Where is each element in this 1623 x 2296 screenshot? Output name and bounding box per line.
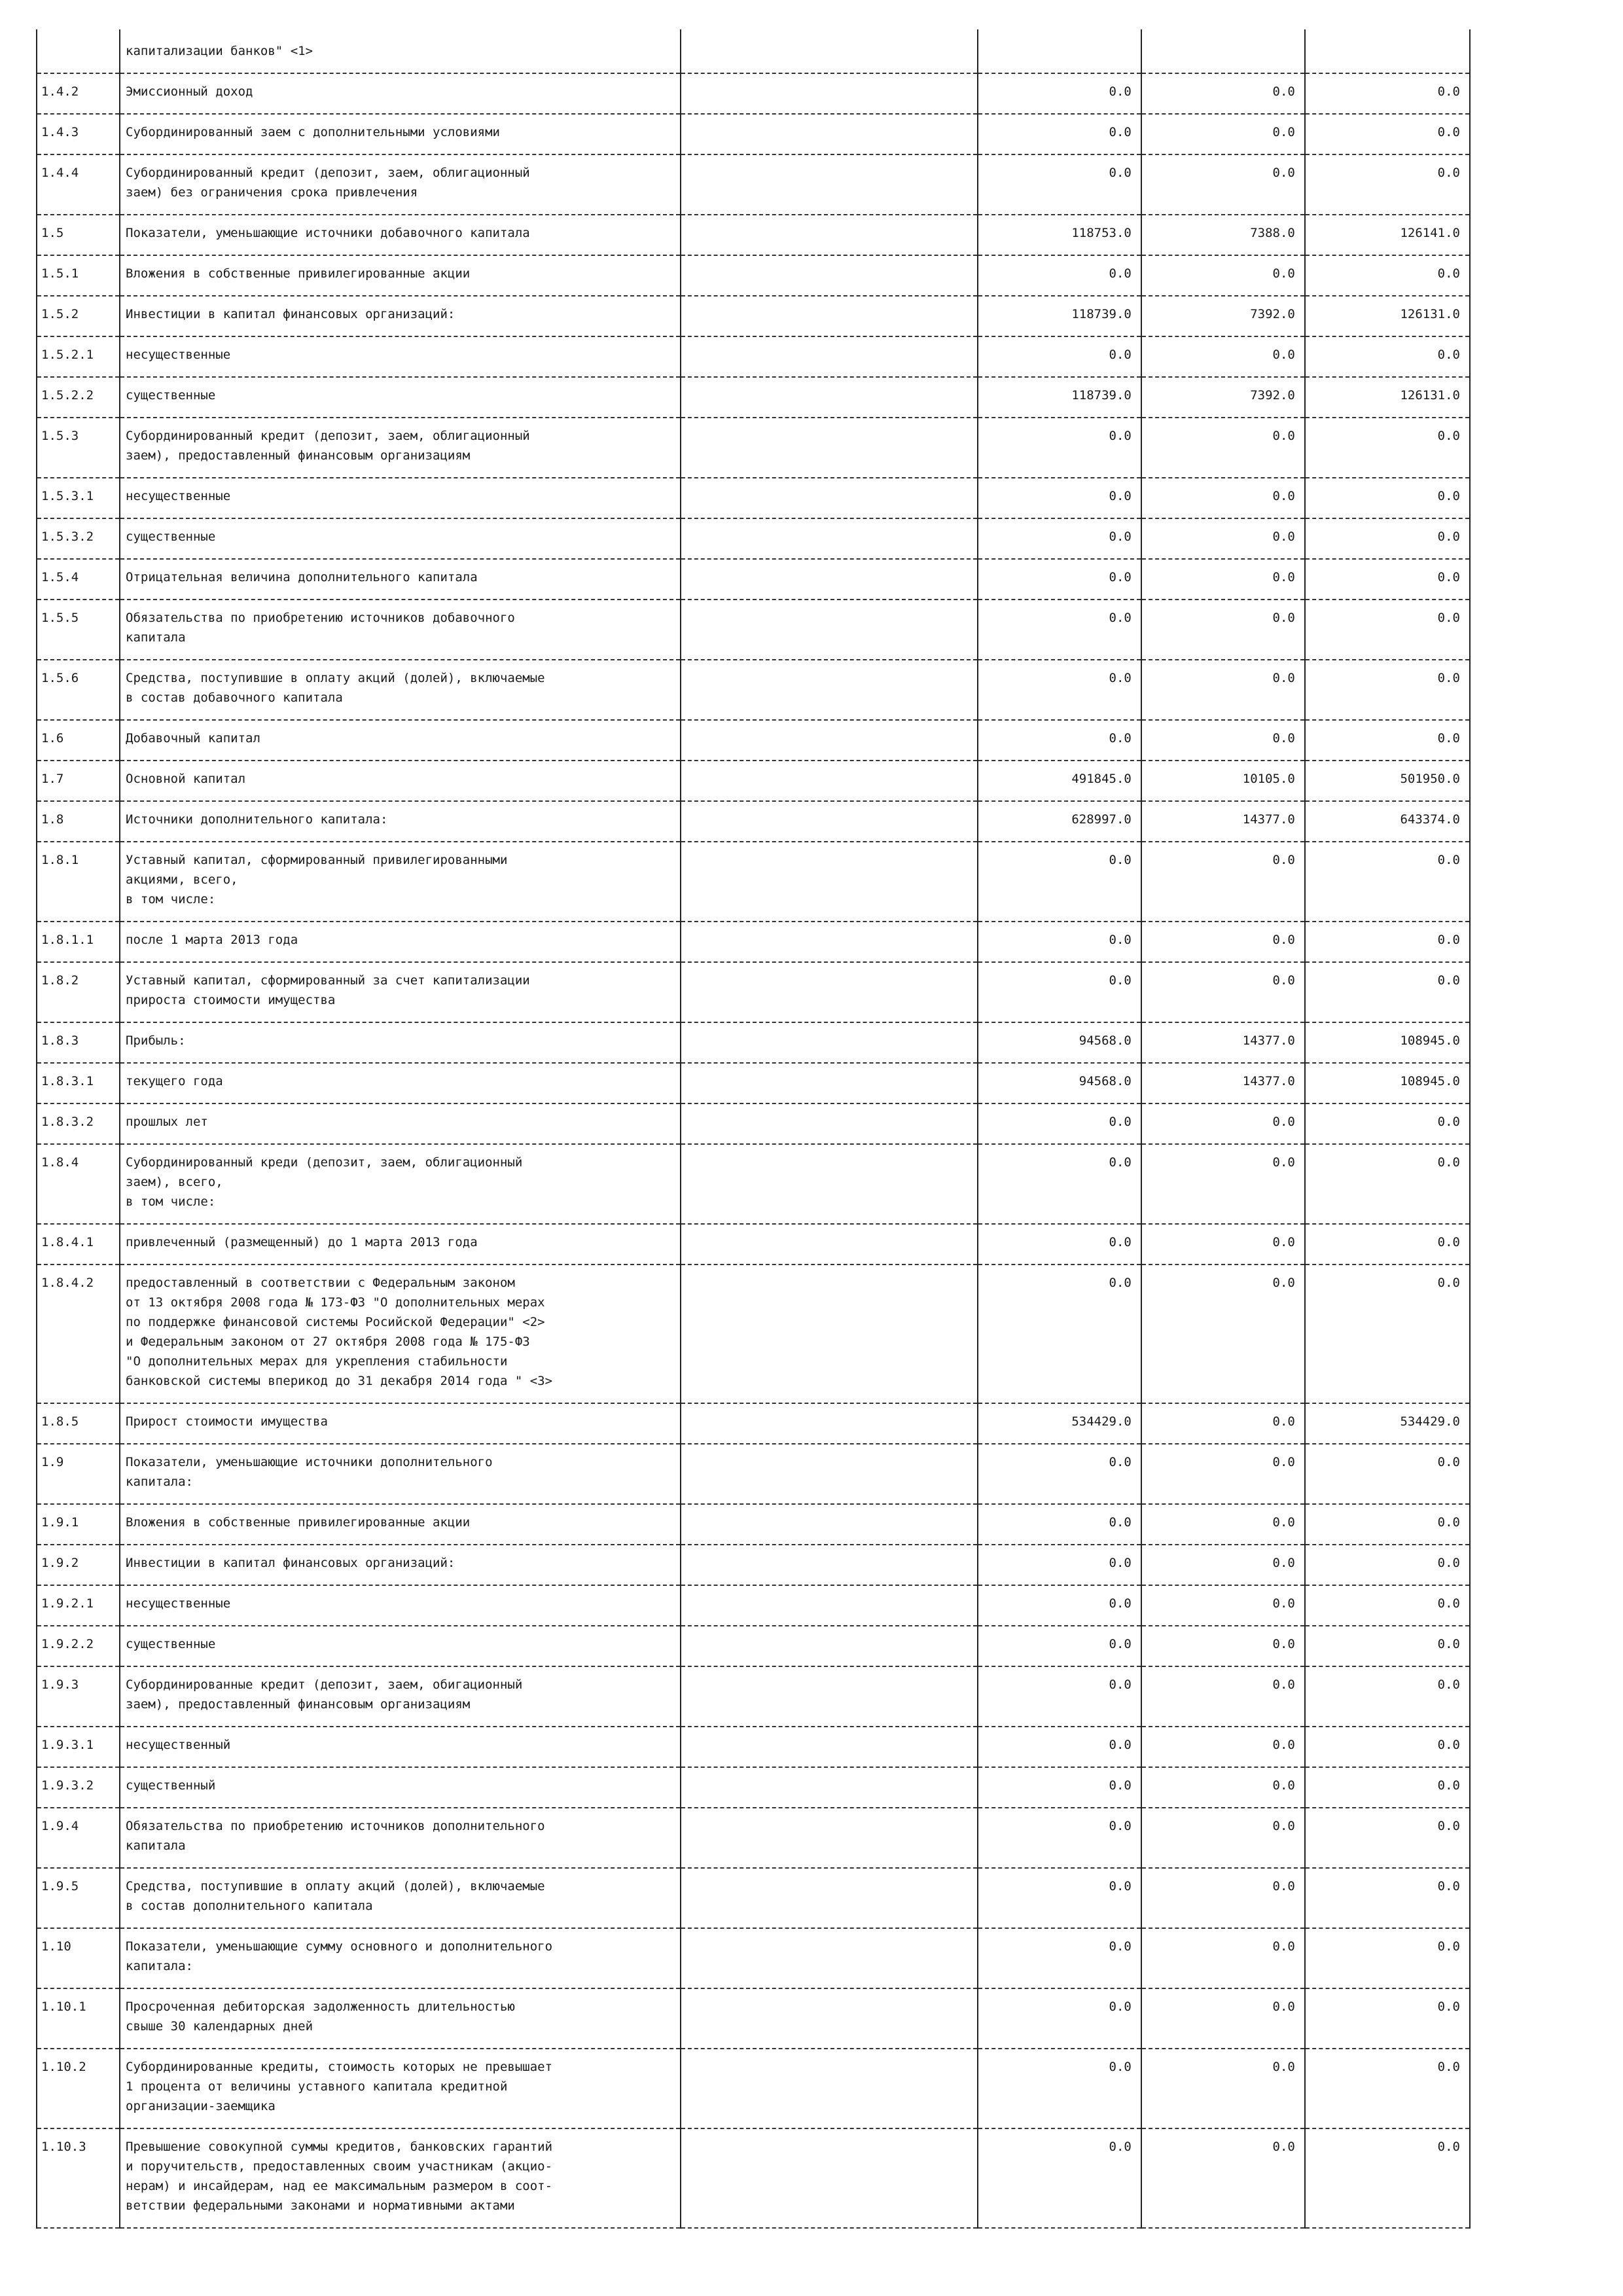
row-value-3: 0.0 bbox=[1305, 720, 1470, 761]
row-value-1: 0.0 bbox=[978, 922, 1141, 962]
row-value-3: 0.0 bbox=[1305, 660, 1470, 720]
row-value-2: 0.0 bbox=[1141, 1767, 1305, 1808]
row-empty-cell bbox=[681, 296, 978, 336]
row-value-3: 0.0 bbox=[1305, 1868, 1470, 1928]
row-value-3: 0.0 bbox=[1305, 1265, 1470, 1403]
row-name: Уставный капитал, сформированный за счет капитализации прироста стоимости имущества bbox=[120, 962, 681, 1022]
row-value-3: 0.0 bbox=[1305, 478, 1470, 518]
row-value-2: 0.0 bbox=[1141, 1265, 1305, 1403]
row-value-2: 0.0 bbox=[1141, 922, 1305, 962]
row-code: 1.5.4 bbox=[37, 559, 120, 600]
table-row bbox=[37, 1666, 1470, 1727]
row-code: 1.5.3.2 bbox=[37, 518, 120, 559]
table-row bbox=[37, 1103, 1470, 1144]
row-name: несущественный bbox=[120, 1727, 681, 1767]
row-code: 1.5.6 bbox=[37, 660, 120, 720]
row-code: 1.4.3 bbox=[37, 114, 120, 154]
row-value-2: 0.0 bbox=[1141, 1403, 1305, 1444]
row-code: 1.9.3.2 bbox=[37, 1767, 120, 1808]
row-value-1: 118739.0 bbox=[978, 377, 1141, 418]
row-value-2: 7392.0 bbox=[1141, 296, 1305, 336]
row-code: 1.9.3 bbox=[37, 1666, 120, 1727]
row-value-2: 0.0 bbox=[1141, 720, 1305, 761]
row-name: несущественные bbox=[120, 478, 681, 518]
capital-table-body bbox=[37, 29, 1470, 2228]
row-code: 1.9 bbox=[37, 1444, 120, 1504]
table-row bbox=[37, 73, 1470, 114]
row-code: 1.4.2 bbox=[37, 73, 120, 114]
row-value-2: 0.0 bbox=[1141, 2049, 1305, 2128]
table-row bbox=[37, 215, 1470, 255]
row-name: Добавочный капитал bbox=[120, 720, 681, 761]
row-value-2: 0.0 bbox=[1141, 154, 1305, 215]
table-row bbox=[37, 1928, 1470, 1988]
table-row bbox=[37, 600, 1470, 660]
table-row bbox=[37, 1767, 1470, 1808]
row-value-2: 0.0 bbox=[1141, 962, 1305, 1022]
row-empty-cell bbox=[681, 922, 978, 962]
table-row bbox=[37, 922, 1470, 962]
table-row bbox=[37, 1444, 1470, 1504]
row-code: 1.9.2 bbox=[37, 1545, 120, 1585]
row-name: Показатели, уменьшающие сумму основного и дополнительного капитала: bbox=[120, 1928, 681, 1988]
table-row bbox=[37, 1022, 1470, 1063]
row-empty-cell bbox=[681, 1727, 978, 1767]
row-name: Вложения в собственные привилегированные акции bbox=[120, 255, 681, 296]
row-code: 1.9.1 bbox=[37, 1504, 120, 1545]
row-code: 1.10.1 bbox=[37, 1988, 120, 2049]
row-value-3: 0.0 bbox=[1305, 73, 1470, 114]
table-row bbox=[37, 720, 1470, 761]
row-value-2: 0.0 bbox=[1141, 660, 1305, 720]
row-empty-cell bbox=[681, 154, 978, 215]
row-value-2: 0.0 bbox=[1141, 1585, 1305, 1626]
row-empty-cell bbox=[681, 518, 978, 559]
row-value-1: 0.0 bbox=[978, 1265, 1141, 1403]
row-code: 1.8.5 bbox=[37, 1403, 120, 1444]
row-value-2: 0.0 bbox=[1141, 1103, 1305, 1144]
row-value-2: 14377.0 bbox=[1141, 801, 1305, 842]
row-value-3: 0.0 bbox=[1305, 1585, 1470, 1626]
row-value-1: 0.0 bbox=[978, 1868, 1141, 1928]
row-value-2: 14377.0 bbox=[1141, 1063, 1305, 1103]
table-row bbox=[37, 559, 1470, 600]
row-code: 1.10.2 bbox=[37, 2049, 120, 2128]
table-row bbox=[37, 1063, 1470, 1103]
row-code: 1.9.2.1 bbox=[37, 1585, 120, 1626]
capital-table bbox=[36, 29, 1471, 2229]
row-value-1: 0.0 bbox=[978, 842, 1141, 922]
row-empty-cell bbox=[681, 215, 978, 255]
row-value-1: 491845.0 bbox=[978, 761, 1141, 801]
row-value-3: 126131.0 bbox=[1305, 377, 1470, 418]
row-value-1: 0.0 bbox=[978, 1103, 1141, 1144]
table-row bbox=[37, 29, 1470, 73]
row-empty-cell bbox=[681, 1666, 978, 1727]
row-value-3: 0.0 bbox=[1305, 559, 1470, 600]
row-name: Основной капитал bbox=[120, 761, 681, 801]
row-value-1: 118753.0 bbox=[978, 215, 1141, 255]
row-value-3: 0.0 bbox=[1305, 1545, 1470, 1585]
row-code: 1.8.3.2 bbox=[37, 1103, 120, 1144]
row-name: Просроченная дебиторская задолженность длительностью свыше 30 календарных дней bbox=[120, 1988, 681, 2049]
row-value-2: 0.0 bbox=[1141, 1808, 1305, 1868]
row-value-2: 0.0 bbox=[1141, 1988, 1305, 2049]
row-value-3: 0.0 bbox=[1305, 255, 1470, 296]
row-code: 1.8.1 bbox=[37, 842, 120, 922]
row-value-3: 0.0 bbox=[1305, 2128, 1470, 2228]
table-row bbox=[37, 1868, 1470, 1928]
row-name: Показатели, уменьшающие источники добавочного капитала bbox=[120, 215, 681, 255]
row-value-3: 0.0 bbox=[1305, 1224, 1470, 1265]
row-value-1: 534429.0 bbox=[978, 1403, 1141, 1444]
row-value-1: 0.0 bbox=[978, 1444, 1141, 1504]
row-value-2: 7392.0 bbox=[1141, 377, 1305, 418]
table-row bbox=[37, 1626, 1470, 1666]
row-empty-cell bbox=[681, 962, 978, 1022]
row-empty-cell bbox=[681, 1988, 978, 2049]
table-row bbox=[37, 1224, 1470, 1265]
row-value-3: 0.0 bbox=[1305, 842, 1470, 922]
table-row bbox=[37, 1585, 1470, 1626]
table-row bbox=[37, 377, 1470, 418]
row-name: Инвестиции в капитал финансовых организаций: bbox=[120, 296, 681, 336]
row-empty-cell bbox=[681, 1504, 978, 1545]
table-row bbox=[37, 1504, 1470, 1545]
row-value-2: 0.0 bbox=[1141, 1666, 1305, 1727]
table-row bbox=[37, 1545, 1470, 1585]
row-name: несущественные bbox=[120, 1585, 681, 1626]
row-name: Средства, поступившие в оплату акций (долей), включаемые в состав дополнительного капитала bbox=[120, 1868, 681, 1928]
row-name: Обязательства по приобретению источников добавочного капитала bbox=[120, 600, 681, 660]
table-row bbox=[37, 842, 1470, 922]
row-code: 1.5.3.1 bbox=[37, 478, 120, 518]
table-row bbox=[37, 154, 1470, 215]
row-empty-cell bbox=[681, 255, 978, 296]
row-name: Обязательства по приобретению источников дополнительного капитала bbox=[120, 1808, 681, 1868]
row-name: Источники дополнительного капитала: bbox=[120, 801, 681, 842]
row-empty-cell bbox=[681, 1767, 978, 1808]
row-value-1: 0.0 bbox=[978, 1545, 1141, 1585]
row-empty-cell bbox=[681, 1585, 978, 1626]
row-empty-cell bbox=[681, 336, 978, 377]
row-code: 1.8.1.1 bbox=[37, 922, 120, 962]
row-value-3: 0.0 bbox=[1305, 1666, 1470, 1727]
row-code: 1.9.3.1 bbox=[37, 1727, 120, 1767]
row-value-3: 0.0 bbox=[1305, 1444, 1470, 1504]
row-value-2: 0.0 bbox=[1141, 478, 1305, 518]
row-value-2: 0.0 bbox=[1141, 73, 1305, 114]
row-empty-cell bbox=[681, 761, 978, 801]
row-value-2 bbox=[1141, 29, 1305, 73]
row-value-3: 0.0 bbox=[1305, 600, 1470, 660]
row-code: 1.10.3 bbox=[37, 2128, 120, 2228]
row-empty-cell bbox=[681, 1808, 978, 1868]
row-code: 1.9.2.2 bbox=[37, 1626, 120, 1666]
row-value-3 bbox=[1305, 29, 1470, 73]
row-name: предоставленный в соответствии с Федеральным законом от 13 октября 2008 года № 173-ФЗ "О дополнительных мерах по поддержке финансовой системы Росийской Федерации" <2> и Федеральным законом от 27 октября 2008 года № 175-ФЗ "О дополнительных мерах для укрепления стабильности банковской системы вперикод до 31 декабря 2014 года " <3> bbox=[120, 1265, 681, 1403]
row-empty-cell bbox=[681, 1868, 978, 1928]
row-value-1: 94568.0 bbox=[978, 1063, 1141, 1103]
row-empty-cell bbox=[681, 2049, 978, 2128]
row-value-3: 0.0 bbox=[1305, 336, 1470, 377]
row-value-1: 0.0 bbox=[978, 336, 1141, 377]
row-empty-cell bbox=[681, 801, 978, 842]
row-value-3: 534429.0 bbox=[1305, 1403, 1470, 1444]
row-value-2: 0.0 bbox=[1141, 1144, 1305, 1224]
row-name: привлеченный (размещенный) до 1 марта 2013 года bbox=[120, 1224, 681, 1265]
row-empty-cell bbox=[681, 720, 978, 761]
row-value-2: 14377.0 bbox=[1141, 1022, 1305, 1063]
row-value-1: 0.0 bbox=[978, 1808, 1141, 1868]
row-empty-cell bbox=[681, 1022, 978, 1063]
row-name: несущественные bbox=[120, 336, 681, 377]
row-name: Показатели, уменьшающие источники дополнительного капитала: bbox=[120, 1444, 681, 1504]
row-code: 1.4.4 bbox=[37, 154, 120, 215]
row-code: 1.5.2.1 bbox=[37, 336, 120, 377]
row-value-2: 0.0 bbox=[1141, 2128, 1305, 2228]
row-code: 1.5.3 bbox=[37, 418, 120, 478]
row-name: Субординированные кредиты, стоимость которых не превышает 1 процента от величины уставного капитала кредитной организации-заемщика bbox=[120, 2049, 681, 2128]
report-page bbox=[36, 29, 1471, 2229]
row-empty-cell bbox=[681, 842, 978, 922]
row-name: Средства, поступившие в оплату акций (долей), включаемые в состав добавочного капитала bbox=[120, 660, 681, 720]
row-value-3: 0.0 bbox=[1305, 1727, 1470, 1767]
row-value-3: 0.0 bbox=[1305, 1988, 1470, 2049]
row-value-3: 0.0 bbox=[1305, 1144, 1470, 1224]
row-code: 1.8.4.2 bbox=[37, 1265, 120, 1403]
row-value-3: 108945.0 bbox=[1305, 1022, 1470, 1063]
row-value-2: 0.0 bbox=[1141, 518, 1305, 559]
row-code: 1.8.4 bbox=[37, 1144, 120, 1224]
row-empty-cell bbox=[681, 478, 978, 518]
row-value-1: 0.0 bbox=[978, 720, 1141, 761]
row-value-3: 0.0 bbox=[1305, 1103, 1470, 1144]
row-value-1: 0.0 bbox=[978, 962, 1141, 1022]
row-value-1: 0.0 bbox=[978, 1585, 1141, 1626]
row-code: 1.7 bbox=[37, 761, 120, 801]
row-name: Прирост стоимости имущества bbox=[120, 1403, 681, 1444]
row-value-1: 0.0 bbox=[978, 1144, 1141, 1224]
row-empty-cell bbox=[681, 1103, 978, 1144]
row-value-2: 0.0 bbox=[1141, 1928, 1305, 1988]
row-code bbox=[37, 29, 120, 73]
row-name: Субординированный креди (депозит, заем, облигационный заем), всего, в том числе: bbox=[120, 1144, 681, 1224]
row-name: Субординированный кредит (депозит, заем, облигационный заем), предоставленный финансовым организациям bbox=[120, 418, 681, 478]
table-row bbox=[37, 1403, 1470, 1444]
row-code: 1.9.5 bbox=[37, 1868, 120, 1928]
row-value-2: 0.0 bbox=[1141, 1504, 1305, 1545]
row-value-3: 108945.0 bbox=[1305, 1063, 1470, 1103]
row-name: Инвестиции в капитал финансовых организаций: bbox=[120, 1545, 681, 1585]
row-code: 1.5.1 bbox=[37, 255, 120, 296]
row-code: 1.5 bbox=[37, 215, 120, 255]
table-row bbox=[37, 518, 1470, 559]
table-row bbox=[37, 336, 1470, 377]
row-value-1: 118739.0 bbox=[978, 296, 1141, 336]
table-row bbox=[37, 255, 1470, 296]
row-value-2: 0.0 bbox=[1141, 336, 1305, 377]
row-value-1: 0.0 bbox=[978, 73, 1141, 114]
row-value-3: 0.0 bbox=[1305, 114, 1470, 154]
row-value-2: 0.0 bbox=[1141, 1868, 1305, 1928]
row-empty-cell bbox=[681, 1444, 978, 1504]
row-value-1: 0.0 bbox=[978, 518, 1141, 559]
row-code: 1.8.2 bbox=[37, 962, 120, 1022]
row-value-3: 643374.0 bbox=[1305, 801, 1470, 842]
row-empty-cell bbox=[681, 1144, 978, 1224]
row-value-3: 0.0 bbox=[1305, 1767, 1470, 1808]
table-row bbox=[37, 1988, 1470, 2049]
row-value-1: 0.0 bbox=[978, 2049, 1141, 2128]
row-value-1: 0.0 bbox=[978, 559, 1141, 600]
row-value-1: 0.0 bbox=[978, 1626, 1141, 1666]
row-name: Эмиссионный доход bbox=[120, 73, 681, 114]
row-empty-cell bbox=[681, 559, 978, 600]
row-name: Уставный капитал, сформированный привилегированными акциями, всего, в том числе: bbox=[120, 842, 681, 922]
table-row bbox=[37, 478, 1470, 518]
row-value-1: 94568.0 bbox=[978, 1022, 1141, 1063]
table-row bbox=[37, 761, 1470, 801]
row-code: 1.10 bbox=[37, 1928, 120, 1988]
row-value-1: 0.0 bbox=[978, 1928, 1141, 1988]
row-value-1: 0.0 bbox=[978, 418, 1141, 478]
row-empty-cell bbox=[681, 1545, 978, 1585]
row-value-1: 628997.0 bbox=[978, 801, 1141, 842]
row-code: 1.5.2.2 bbox=[37, 377, 120, 418]
row-name: Прибыль: bbox=[120, 1022, 681, 1063]
row-value-1: 0.0 bbox=[978, 600, 1141, 660]
table-row bbox=[37, 1265, 1470, 1403]
row-name: существенные bbox=[120, 518, 681, 559]
row-value-2: 0.0 bbox=[1141, 600, 1305, 660]
row-code: 1.8.3 bbox=[37, 1022, 120, 1063]
row-value-3: 0.0 bbox=[1305, 1808, 1470, 1868]
table-row bbox=[37, 418, 1470, 478]
row-code: 1.6 bbox=[37, 720, 120, 761]
row-value-2: 0.0 bbox=[1141, 255, 1305, 296]
row-value-2: 0.0 bbox=[1141, 114, 1305, 154]
table-row bbox=[37, 1727, 1470, 1767]
row-value-1: 0.0 bbox=[978, 1988, 1141, 2049]
row-value-1: 0.0 bbox=[978, 154, 1141, 215]
row-value-3: 0.0 bbox=[1305, 1626, 1470, 1666]
row-name: прошлых лет bbox=[120, 1103, 681, 1144]
table-row bbox=[37, 1144, 1470, 1224]
row-name: после 1 марта 2013 года bbox=[120, 922, 681, 962]
row-value-2: 10105.0 bbox=[1141, 761, 1305, 801]
row-value-3: 0.0 bbox=[1305, 962, 1470, 1022]
row-name: капитализации банков" <1> bbox=[120, 29, 681, 73]
row-value-2: 0.0 bbox=[1141, 559, 1305, 600]
row-value-1 bbox=[978, 29, 1141, 73]
row-name: Субординированные кредит (депозит, заем, обигационный заем), предоставленный финансовым организациям bbox=[120, 1666, 681, 1727]
row-empty-cell bbox=[681, 1928, 978, 1988]
row-empty-cell bbox=[681, 1265, 978, 1403]
row-code: 1.5.5 bbox=[37, 600, 120, 660]
row-value-3: 0.0 bbox=[1305, 518, 1470, 559]
row-code: 1.8.3.1 bbox=[37, 1063, 120, 1103]
row-value-1: 0.0 bbox=[978, 1666, 1141, 1727]
row-value-2: 0.0 bbox=[1141, 1727, 1305, 1767]
row-empty-cell bbox=[681, 2128, 978, 2228]
row-name: Субординированный кредит (депозит, заем, облигационный заем) без ограничения срока привлечения bbox=[120, 154, 681, 215]
row-value-1: 0.0 bbox=[978, 1224, 1141, 1265]
row-value-2: 0.0 bbox=[1141, 1224, 1305, 1265]
row-empty-cell bbox=[681, 29, 978, 73]
row-value-3: 0.0 bbox=[1305, 154, 1470, 215]
row-value-3: 126141.0 bbox=[1305, 215, 1470, 255]
row-value-1: 0.0 bbox=[978, 660, 1141, 720]
row-value-2: 0.0 bbox=[1141, 842, 1305, 922]
row-empty-cell bbox=[681, 377, 978, 418]
row-value-1: 0.0 bbox=[978, 478, 1141, 518]
row-name: существенные bbox=[120, 377, 681, 418]
row-name: Вложения в собственные привилегированные акции bbox=[120, 1504, 681, 1545]
row-value-1: 0.0 bbox=[978, 1727, 1141, 1767]
row-value-1: 0.0 bbox=[978, 114, 1141, 154]
row-value-3: 0.0 bbox=[1305, 2049, 1470, 2128]
row-value-3: 0.0 bbox=[1305, 418, 1470, 478]
row-value-2: 0.0 bbox=[1141, 1545, 1305, 1585]
row-value-2: 0.0 bbox=[1141, 418, 1305, 478]
table-row bbox=[37, 296, 1470, 336]
table-row bbox=[37, 801, 1470, 842]
row-empty-cell bbox=[681, 73, 978, 114]
row-code: 1.5.2 bbox=[37, 296, 120, 336]
row-value-2: 7388.0 bbox=[1141, 215, 1305, 255]
row-code: 1.8 bbox=[37, 801, 120, 842]
row-value-1: 0.0 bbox=[978, 2128, 1141, 2228]
row-empty-cell bbox=[681, 114, 978, 154]
row-value-3: 126131.0 bbox=[1305, 296, 1470, 336]
row-empty-cell bbox=[681, 1063, 978, 1103]
row-name: текущего года bbox=[120, 1063, 681, 1103]
row-value-1: 0.0 bbox=[978, 255, 1141, 296]
row-name: существенный bbox=[120, 1767, 681, 1808]
table-row bbox=[37, 1808, 1470, 1868]
row-name: Отрицательная величина дополнительного капитала bbox=[120, 559, 681, 600]
table-row bbox=[37, 2128, 1470, 2228]
row-empty-cell bbox=[681, 1403, 978, 1444]
table-row bbox=[37, 962, 1470, 1022]
row-value-1: 0.0 bbox=[978, 1504, 1141, 1545]
row-name: Превышение совокупной суммы кредитов, банковских гарантий и поручительств, предоставленных своим участникам (акцио- нерам) и инсайдерам, над ее максимальным размером в соот- ветствии федеральными законами и нормативными актами bbox=[120, 2128, 681, 2228]
row-code: 1.8.4.1 bbox=[37, 1224, 120, 1265]
row-value-3: 501950.0 bbox=[1305, 761, 1470, 801]
row-name: существенные bbox=[120, 1626, 681, 1666]
table-row bbox=[37, 2049, 1470, 2128]
row-value-3: 0.0 bbox=[1305, 1504, 1470, 1545]
row-empty-cell bbox=[681, 418, 978, 478]
table-row bbox=[37, 660, 1470, 720]
row-name: Субординированный заем с дополнительными условиями bbox=[120, 114, 681, 154]
row-value-1: 0.0 bbox=[978, 1767, 1141, 1808]
row-value-2: 0.0 bbox=[1141, 1626, 1305, 1666]
row-value-2: 0.0 bbox=[1141, 1444, 1305, 1504]
row-empty-cell bbox=[681, 600, 978, 660]
row-code: 1.9.4 bbox=[37, 1808, 120, 1868]
row-empty-cell bbox=[681, 1626, 978, 1666]
table-row bbox=[37, 114, 1470, 154]
row-empty-cell bbox=[681, 1224, 978, 1265]
row-value-3: 0.0 bbox=[1305, 1928, 1470, 1988]
row-value-3: 0.0 bbox=[1305, 922, 1470, 962]
row-empty-cell bbox=[681, 660, 978, 720]
